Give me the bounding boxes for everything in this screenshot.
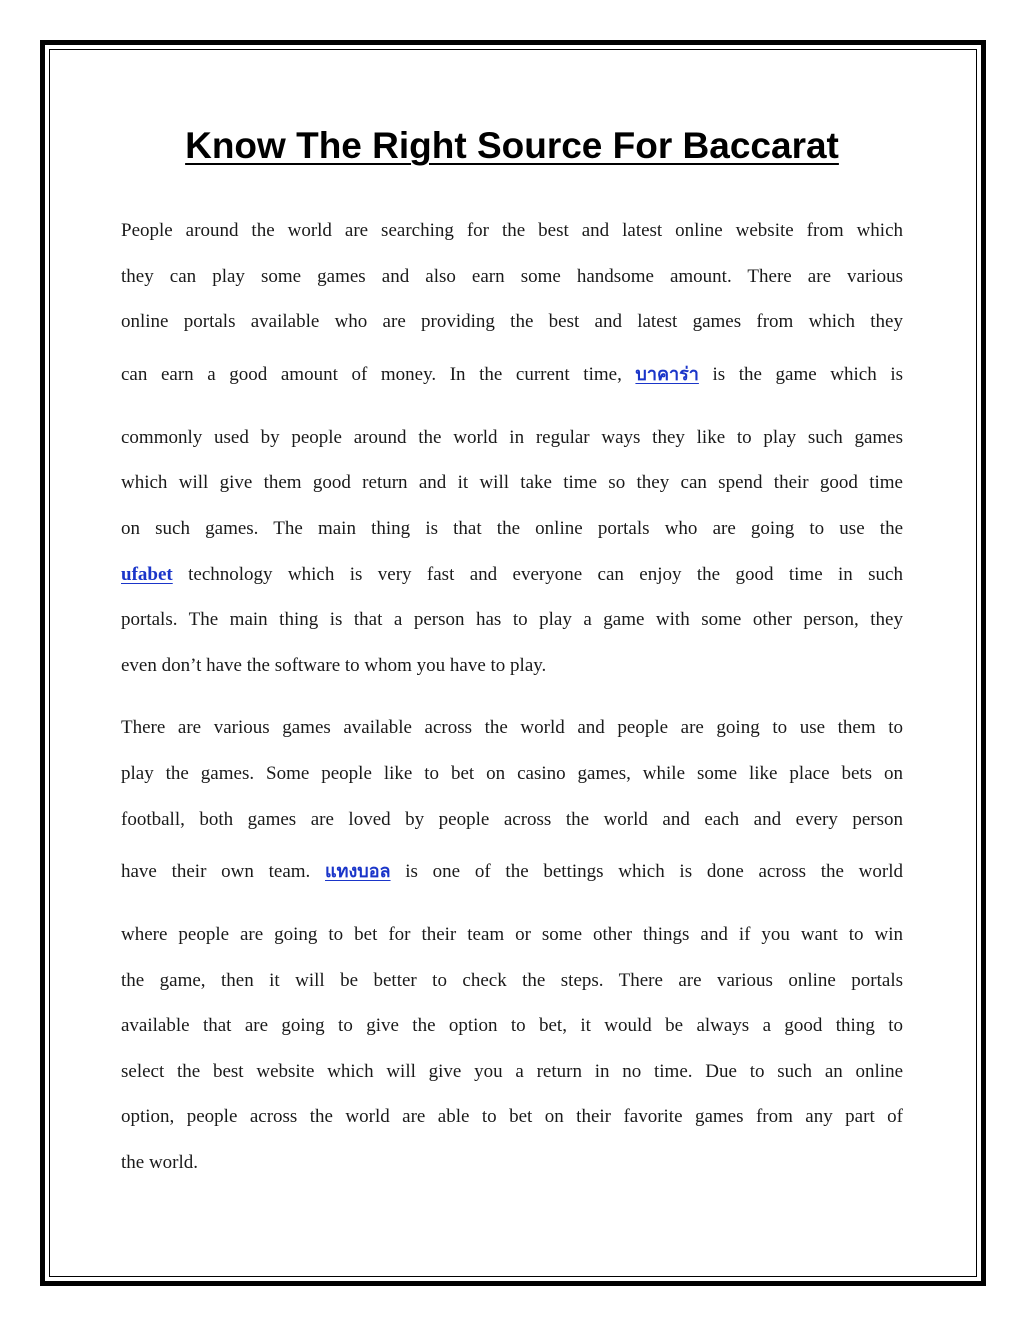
ufabet-link[interactable]: ufabet xyxy=(121,564,173,585)
line-text: is the game which is xyxy=(698,364,903,385)
line-text: technology which is very fast and everyone can enjoy the good time in such xyxy=(172,564,903,585)
paragraph-2-line-6: the game, then it will be better to check the steps. There are various online portals xyxy=(121,970,903,991)
paragraph-2-line-5: where people are going to bet for their team or some other things and if you want to win xyxy=(121,924,903,945)
paragraph-1-line-10: even don’t have the software to whom you have to play. xyxy=(121,655,547,676)
paragraph-2-line-3: football, both games are loved by people across the world and each and every person xyxy=(121,809,903,830)
baccarat-link[interactable]: บาคาร่า xyxy=(635,364,699,385)
paragraph-1-line-3: online portals available who are providing the best and latest games from which they xyxy=(121,311,903,332)
paragraph-1-line-7: on such games. The main thing is that the online portals who are going to use the xyxy=(121,518,903,539)
paragraph-2-line-1: There are various games available across the world and people are going to use them to xyxy=(121,717,903,738)
line-text: have their own team. xyxy=(121,861,326,882)
paragraph-1-line-2: they can play some games and also earn some handsome amount. There are various xyxy=(121,266,903,287)
paragraph-1-line-5: commonly used by people around the world in regular ways they like to play such games xyxy=(121,427,903,448)
paragraph-2-line-10: the world. xyxy=(121,1152,199,1173)
paragraph-1-line-9: portals. The main thing is that a person has to play a game with some other person, they xyxy=(121,609,903,630)
paragraph-2-line-7: available that are going to give the option to bet, it would be always a good thing to xyxy=(121,1015,903,1036)
paragraph-2-line-4 xyxy=(121,857,903,887)
line-text: is one of the bettings which is done across the world xyxy=(390,861,903,882)
paragraph-1-line-8 xyxy=(121,560,903,590)
paragraph-2-line-2: play the games. Some people like to bet on casino games, while some like place bets on xyxy=(121,763,903,784)
paragraph-2-line-9: option, people across the world are able to bet on their favorite games from any part of xyxy=(121,1106,903,1127)
paragraph-1-line-1: People around the world are searching for the best and latest online website from which xyxy=(121,220,903,241)
paragraph-2-line-8: select the best website which will give you a return in no time. Due to such an online xyxy=(121,1061,903,1082)
document-title: Know The Right Source For Baccarat xyxy=(185,125,839,166)
paragraph-1-line-6: which will give them good return and it will take time so they can spend their good time xyxy=(121,472,903,493)
paragraph-1-line-4 xyxy=(121,360,903,390)
line-text: can earn a good amount of money. In the current time, xyxy=(121,364,636,385)
football-betting-link[interactable]: แทงบอล xyxy=(325,861,391,882)
